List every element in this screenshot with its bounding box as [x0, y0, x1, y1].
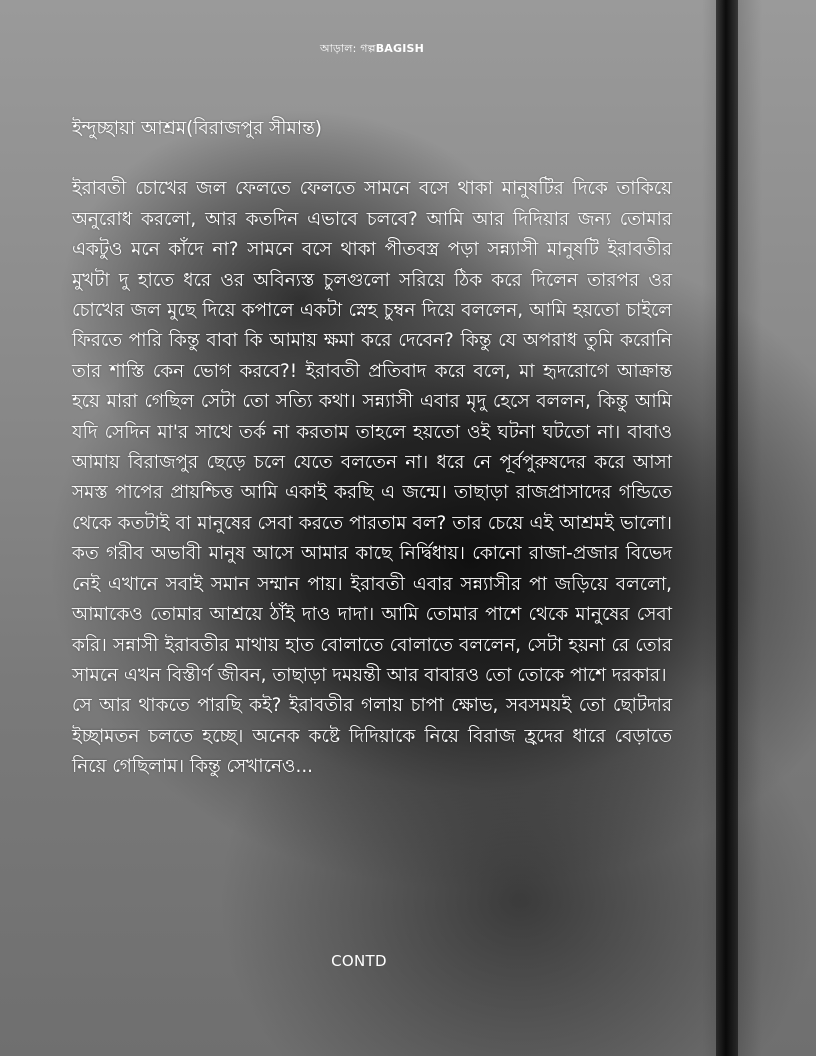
story-paragraph: সে আর থাকতে পারছি কই? ইরাবতীর গলায় চাপা ক্ষোভ, সবসময়ই তো ছোটদার ইচ্ছামতন চলতে হচ্ছে। অনেক কষ্টে দিদিয়াকে নিয়ে বিরাজ হ্রদের ধারে বেড়াতে নিয়ে গেছিলাম। কিন্তু সেখানেও...	[72, 695, 672, 778]
series-brand: BAGISH	[375, 42, 425, 55]
story-heading: ইন্দুচ্ছায়া আশ্রম(বিরাজপুর সীমান্ত)	[72, 118, 322, 139]
background-pole	[716, 0, 738, 1056]
series-header	[0, 40, 744, 59]
series-prefix: আড়াল: গল্প	[319, 42, 376, 55]
story-body	[72, 114, 672, 783]
story-paragraph: ইরাবতী চোখের জল ফেলতে ফেলতে সামনে বসে থাকা মানুষটির দিকে তাকিয়ে অনুরোধ করলো, আর কতদিন এভাবে চলবে? আমি আর দিদিয়ার জন্য তোমার একটুও মনে কাঁদে না? সামনে বসে থাকা পীতবস্ত্র পড়া সন্ন্যাসী মানুষটি ইরাবতীর মুখটা দু হাতে ধরে ওর অবিন্যস্ত চুলগুলো সরিয়ে ঠিক করে দিলেন তারপর ওর চোখের জল মুছে দিয়ে কপালে একটা স্নেহ চুম্বন দিয়ে বললেন, আমি হয়তো চাইলে ফিরতে পারি কিন্তু বাবা কি আমায় ক্ষমা করে দেবেন? কিন্তু যে অপরাধ তুমি করোনি তার শাস্তি কেন ভোগ করবে?! ইরাবতী প্রতিবাদ করে বলে, মা হৃদরোগে আক্রান্ত হয়ে মারা গেছিল সেটা তো সত্যি কথা। সন্ন্যাসী এবার মৃদু হেসে বললন, কিন্তু আমি যদি সেদিন মা'র সাথে তর্ক না করতাম তাহলে হয়তো ওই ঘটনা ঘটতো না। বাবাও আমায় বিরাজপুর ছেড়ে চলে যেতে বলতেন না। ধরে নে পূর্বপুরুষদের করে আসা সমস্ত পাপের প্রায়শ্চিত্ত আমি একাই করছি এ জন্মে। তাছাড়া রাজপ্রাসাদের গন্ডিতে থেকে কতটাই বা মানুষের সেবা করতে পারতাম বল? তার চেয়ে এই আশ্রমই ভালো। কত গরীব অভাবী মানুষ আসে আমার কাছে নির্দ্বিধায়। কোনো রাজা-প্রজার বিভেদ নেই এখানে সবাই সমান সম্মান পায়। ইরাবতী এবার সন্ন্যাসীর পা জড়িয়ে বললো, আমাকেও তোমার আশ্রয়ে ঠাঁই দাও দাদা। আমি তোমার পাশে থেকে মানুষের সেবা করি। সন্নাসী ইরাবতীর মাথায় হাত বোলাতে বোলাতে বললেন, সেটা হয়না রে তোর সামনে এখন বিস্তীর্ণ জীবন, তাছাড়া দময়ন্তী আর বাবারও তো তোকে পাশে দরকার।	[72, 178, 672, 686]
continued-label: CONTD	[331, 952, 387, 970]
